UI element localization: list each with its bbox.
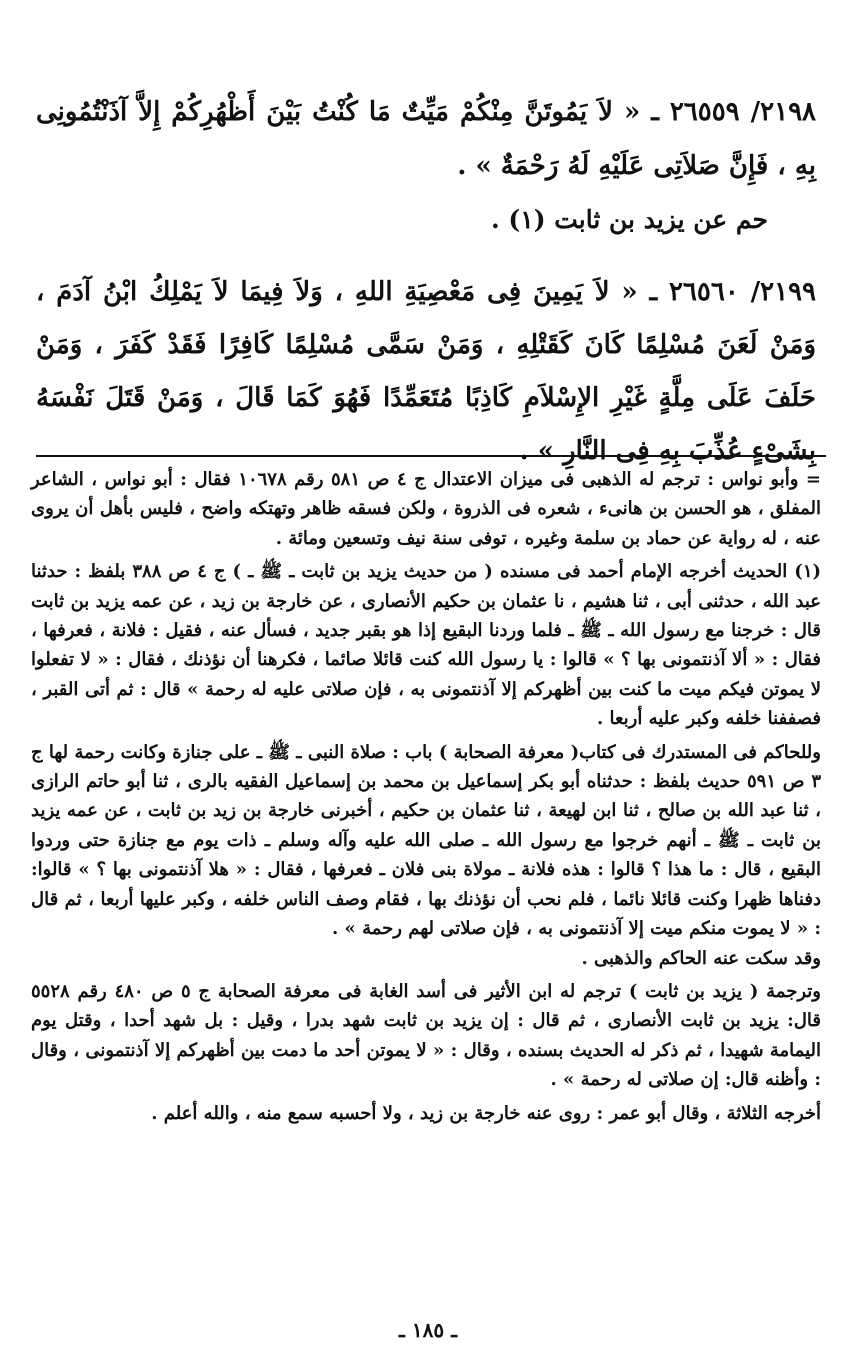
footnotes [31, 465, 821, 1128]
hadith-2199: ٢١٩٩/ ٢٦٥٦٠ ـ « لاَ يَمِينَ فِى مَعْصِيَةِ اللهِ ، وَلاَ فِيمَا لاَ يَمْلِكُ ابْنُ آدَمَ ، وَمَنْ لَعَنَ مُسْلِمًا كَانَ كَقَتْلِهِ ، وَمَنْ سَمَّى مُسْلِمًا كَافِرًا فَقَدْ كَفَرَ ، وَمَنْ حَلَفَ عَلَى مِلَّةٍ غَيْرِ الإِسْلاَمِ كَاذِبًا مُتَعَمِّدًا فَهُوَ كَمَا قَالَ ، وَمَنْ قَتَلَ نَفْسَهُ بِشَىْءٍ عُذِّبَ بِهِ فِى النَّارِ » . [36, 277, 816, 466]
footnote-divider [36, 455, 826, 457]
footnote-closing: أخرجه الثلاثة ، وقال أبو عمر : روى عنه خارجة بن زيد ، ولا أحسبه سمع منه ، والله أعلم . [151, 1102, 821, 1124]
hadith-2198-source: حم عن يزيد بن ثابت (١) . [491, 205, 768, 234]
footnote-continuation: = وأبو نواس : ترجم له الذهبى فى ميزان الاعتدال ج ٤ ص ٥٨١ رقم ١٠٦٧٨ فقال : أبو نواس ، الشاعر المفلق ، هو الحسن بن هانىء ، شعره فى الذروة ، ولكن فسقه ظاهر وتهتكه واضح ، فليس بأهل أن يروى عنه ، له رواية عن حماد بن سلمة وغيره ، توفى سنة نيف وتسعين ومائة . [31, 469, 822, 549]
footnote-1: (١) الحديث أخرجه الإمام أحمد فى مسنده ( من حديث يزيد بن ثابت ـ ﷺ ـ ) ج ٤ ص ٣٨٨ بلفظ : حدثنا عبد الله ، حدثنى أبى ، ثنا هشيم ، نا عثمان بن حكيم الأنصارى ، عن خارجة بن زيد ، عن عمه يزيد بن ثابت قال : خرجنا مع رسول الله ـ ﷺ ـ فلما وردنا البقيع إذا هو بقبر جديد ، فسأل عنه ، فقيل : فلانة ، فعرفها ، فقال : « ألا آذنتمونى بها ؟ » قالوا : يا رسول الله كنت قائلا صائما ، فكرهنا أن نؤذنك ، فقال : « لا تفعلوا لا يموتن فيكم ميت ما كنت بين أظهركم إلا آذنتمونى به ، فإن صلاتى عليه له رحمة » قال : ثم أتى القبر ، فصففنا خلفه وكبر عليه أربعا . [31, 561, 822, 730]
footnote-silence: وقد سكت عنه الحاكم والذهبى . [581, 947, 821, 969]
footnote-mustadrak: وللحاكم فى المستدرك فى كتاب( معرفة الصحابة ) باب : صلاة النبى ـ ﷺ ـ على جنازة وكانت رحمة لها ج ٣ ص ٥٩١ حديث بلفظ : حدثناه أبو بكر إسماعيل بن محمد بن إسماعيل الفقيه بالرى ، ثنا أبو حاتم الرازى ، ثنا عبد الله بن صالح ، ثنا ابن لهيعة ، ثنا عثمان بن حكيم ، أخبرنى خارجة بن زيد بن ثابت ، عن عمه يزيد بن ثابت ـ ﷺ ـ أنهم خرجوا مع رسول الله ـ صلى الله عليه وآله وسلم ـ ذات يوم مع جنازة حتى وردوا البقيع ، قال : ما هذا ؟ قالوا : هذه فلانة ـ مولاة بنى فلان ـ فعرفها ، فقال : « هلا آذنتمونى بها ؟ » قالوا: دفناها ظهرا وكنت قائلا نائما ، فلم نحب أن نؤذنك بها ، فقام وصف الناس خلفه ، وكبر عليها أربعا ، ثم قال : « لا يموت منكم ميت إلا آذنتمونى به ، فإن صلاتى لهم رحمة » . [31, 741, 821, 940]
hadith-2198: ٢١٩٨/ ٢٦٥٥٩ ـ « لاَ يَمُوتَنَّ مِنْكُمْ مَيِّتٌ مَا كُنْتُ بَيْنَ أَظْهُرِكُمْ إِلاَّ آذَنْتُمُونِى بِهِ ، فَإِنَّ صَلاَتِى عَلَيْهِ لَهُ رَحْمَةٌ » . [36, 97, 816, 181]
footnote-biography: وترجمة ( يزيد بن ثابت ) ترجم له ابن الأثير فى أسد الغابة فى معرفة الصحابة ج ٥ ص ٤٨٠ رقم ٥٥٢٨ قال: يزيد بن ثابت الأنصارى ، ثم قال : إن يزيد بن ثابت شهد بدرا ، وقيل : بل شهد أحدا ، وقتل يوم اليمامة شهيدا ، ثم ذكر له الحديث بسنده ، وقال : « لا يموتن أحد ما دمت بين أظهركم إلا آذنتمونى ، وقال : وأظنه قال: إن صلاتى له رحمة » . [31, 980, 822, 1091]
page-number: ـ ١٨٥ ـ [399, 1318, 457, 1342]
